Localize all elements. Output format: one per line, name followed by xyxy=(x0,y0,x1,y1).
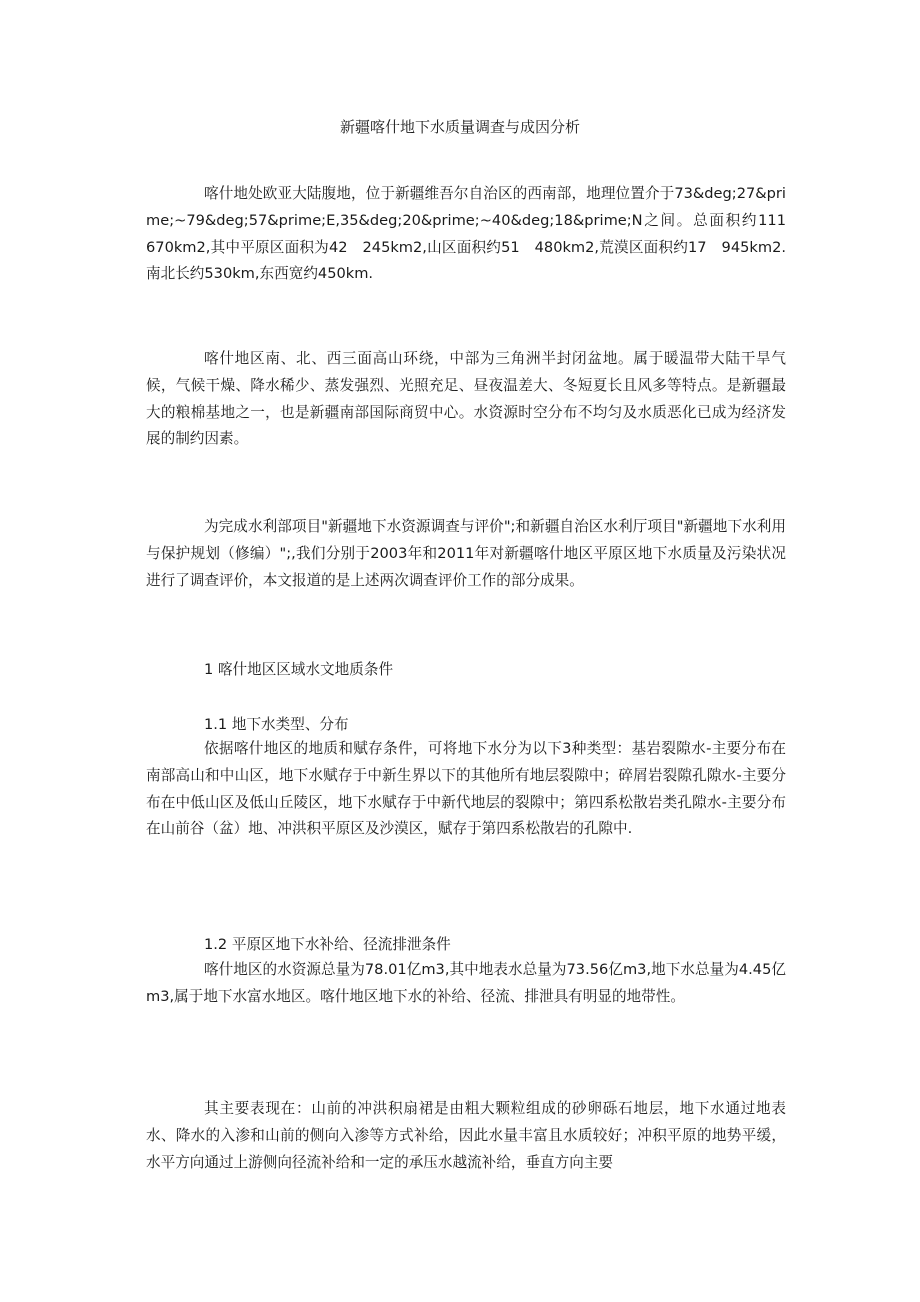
page-title: 新疆喀什地下水质量调查与成因分析 xyxy=(339,118,580,136)
paragraph-recharge: 其主要表现在：山前的冲洪积扇裙是由粗大颗粒组成的砂卵砾石地层，地下水通过地表水、降水的入渗和山前的侧向入渗等方式补给，因此水量丰富且水质较好；冲积平原的地势平缓，水平方向通过上游侧向径流补给和一定的承压水越流补给，垂直方向主要 xyxy=(146,1100,786,1171)
section-1-1-heading: 1.1 地下水类型、分布 xyxy=(204,716,349,733)
paragraph-groundwater-types: 依据喀什地区的地质和赋存条件，可将地下水分为以下3种类型：基岩裂隙水-主要分布在南部高山和中山区，地下水赋存于中新生界以下的其他所有地层裂隙中；碎屑岩裂隙孔隙水-主要分布在中低山区及低山丘陵区，地下水赋存于中新代地层的裂隙中；第四系松散岩类孔隙水-主要分布在山前谷（盆）地、冲洪积平原区及沙漠区，赋存于第四系松散岩的孔隙中. xyxy=(146,740,786,838)
paragraph-climate: 喀什地区南、北、西三面高山环绕，中部为三角洲半封闭盆地。属于暖温带大陆干旱气候，气候干燥、降水稀少、蒸发强烈、光照充足、昼夜温差大、冬短夏长且风多等特点。是新疆最大的粮棉基地之一，也是新疆南部国际商贸中心。水资源时空分布不均匀及水质恶化已成为经济发展的制约因素。 xyxy=(146,350,786,448)
section-1-heading: 1 喀什地区区域水文地质条件 xyxy=(204,661,394,678)
paragraph-water-resources: 喀什地区的水资源总量为78.01亿m3,其中地表水总量为73.56亿m3,地下水总量为4.45亿m3,属于地下水富水地区。喀什地区地下水的补给、径流、排泄具有明显的地带性。 xyxy=(146,961,786,1005)
paragraph-projects: 为完成水利部项目"新疆地下水资源调查与评价";和新疆自治区水利厅项目"新疆地下水利用与保护规划（修编）";,我们分别于2003年和2011年对新疆喀什地区平原区地下水质量及污染状况进行了调查评价，本文报道的是上述两次调查评价工作的部分成果。 xyxy=(146,518,786,589)
section-1-2-heading: 1.2 平原区地下水补给、径流排泄条件 xyxy=(204,936,451,953)
paragraph-location: 喀什地处欧亚大陆腹地，位于新疆维吾尔自治区的西南部，地理位置介于73&deg;27&prime;~79&deg;57&prime;E,35&deg;20&prime;~40&deg;18&prime;N之间。总面积约111 670km2,其中平原区面积为42 245km2,山区面积约51 480km2,荒漠区面积约17 945km2.南北长约530km,东西宽约450km. xyxy=(146,185,801,283)
